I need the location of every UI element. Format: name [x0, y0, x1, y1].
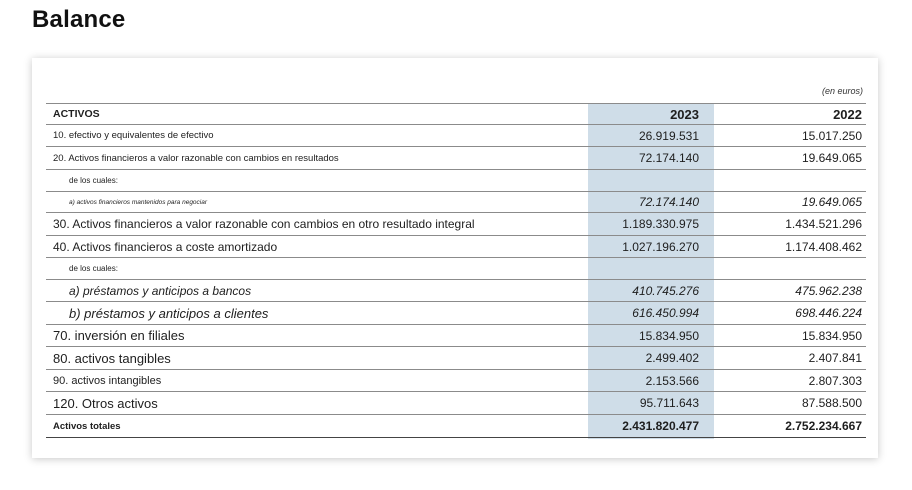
table-row — [46, 370, 866, 392]
total-value-2023: 2.431.820.477 — [622, 419, 699, 433]
row-value-2022: 15.834.950 — [801, 328, 862, 343]
row-label: a) préstamos y anticipos a bancos — [69, 283, 252, 298]
row-label: 120. Otros activos — [53, 395, 158, 411]
row-label: 40. Activos financieros a coste amortizado — [53, 239, 278, 254]
row-value-2022: 2.407.841 — [808, 351, 862, 365]
table-row — [46, 258, 866, 280]
table-row — [46, 347, 866, 370]
row-value-2023: 1.189.330.975 — [622, 217, 699, 231]
row-value-2022: 1.174.408.462 — [785, 239, 862, 254]
row-value-2022: 475.962.238 — [795, 283, 862, 298]
row-value-2023: 26.919.531 — [638, 128, 699, 143]
row-value-2023: 72.174.140 — [638, 195, 699, 209]
table-row — [46, 147, 866, 170]
row-value-2023: 1.027.196.270 — [622, 239, 699, 254]
table-row — [46, 170, 866, 192]
row-value-2023: 616.450.994 — [632, 306, 699, 320]
balance-card — [32, 58, 878, 458]
table-row — [46, 192, 866, 213]
table-row-total — [46, 415, 866, 438]
row-value-2023: 72.174.140 — [638, 151, 699, 165]
table-row — [46, 213, 866, 236]
row-value-2023: 95.711.643 — [639, 396, 699, 410]
unit-note: (en euros) — [821, 86, 863, 96]
total-value-2022: 2.752.234.667 — [785, 419, 862, 433]
row-value-2023: 2.499.402 — [645, 351, 699, 365]
header-2023: 2023 — [670, 106, 699, 122]
table-row — [46, 302, 866, 325]
balance-table — [46, 103, 866, 438]
row-label: de los cuales: — [69, 264, 118, 273]
row-label: 90. activos intangibles — [53, 374, 162, 387]
table-row — [46, 325, 866, 347]
row-label: de los cuales: — [69, 176, 118, 185]
row-label: 30. Activos financieros a valor razonable con cambios en otro resultado integral — [53, 217, 475, 231]
row-value-2023: 2.153.566 — [645, 373, 699, 388]
row-label: 80. activos tangibles — [53, 350, 171, 366]
row-label: a) activos financieros mantenidos para negociar — [69, 198, 208, 206]
page-title: Balance — [32, 6, 126, 33]
row-value-2022: 1.434.521.296 — [785, 217, 862, 231]
row-value-2022: 19.649.065 — [801, 195, 862, 209]
row-label: 20. Activos financieros a valor razonable con cambios en resultados — [53, 152, 339, 164]
table-row — [46, 392, 866, 415]
row-value-2022: 15.017.250 — [801, 128, 862, 143]
total-label: Activos totales — [53, 420, 121, 432]
row-label: b) préstamos y anticipos a clientes — [69, 305, 269, 321]
row-value-2022: 698.446.224 — [795, 306, 862, 320]
header-2022: 2022 — [833, 106, 862, 122]
row-value-2023: 15.834.950 — [638, 328, 699, 343]
table-header — [46, 103, 866, 125]
row-value-2022: 19.649.065 — [801, 151, 862, 165]
row-value-2023: 410.745.276 — [632, 283, 699, 298]
table-row — [46, 236, 866, 258]
row-value-2022: 87.588.500 — [801, 396, 862, 410]
row-value-2022: 2.807.303 — [808, 373, 862, 388]
table-row — [46, 125, 866, 147]
row-label: 70. inversión en filiales — [53, 328, 185, 343]
table-row — [46, 280, 866, 302]
row-label: 10. efectivo y equivalentes de efectivo — [53, 130, 214, 141]
header-activos: ACTIVOS — [53, 108, 100, 120]
